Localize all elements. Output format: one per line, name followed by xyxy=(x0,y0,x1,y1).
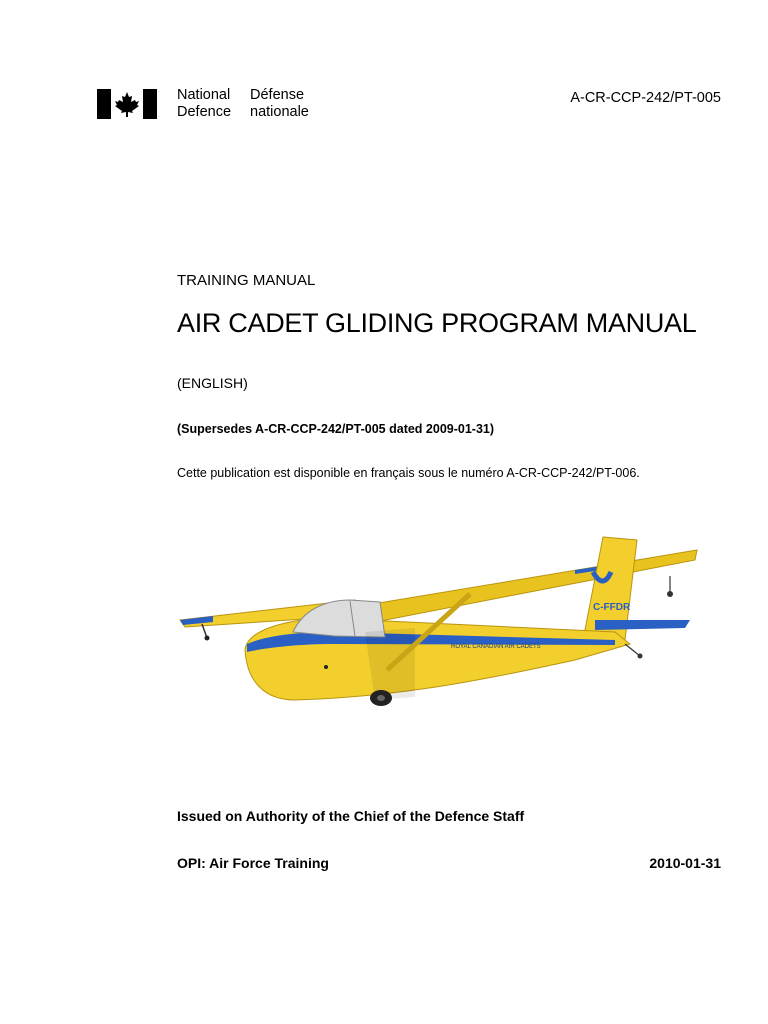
fuselage-text: ROYAL CANADIAN AIR CADETS xyxy=(451,644,541,650)
manual-category: TRAINING MANUAL xyxy=(177,272,316,289)
supersedes-notice: (Supersedes A-CR-CCP-242/PT-005 dated 2009-01-31) xyxy=(177,422,495,436)
department-fr-line2: nationale xyxy=(250,104,309,120)
department-en-line2: Defence xyxy=(177,104,232,120)
language-label: (ENGLISH) xyxy=(177,375,248,391)
french-availability-notice: Cette publication est disponible en français sous le numéro A-CR-CCP-242/PT-006. xyxy=(177,466,640,480)
issue-date: 2010-01-31 xyxy=(649,855,721,871)
department-english xyxy=(177,87,231,121)
registration-mark: C-FFDR xyxy=(593,602,631,613)
glider-icon xyxy=(175,532,705,712)
department-french xyxy=(250,87,309,121)
authority-statement: Issued on Authority of the Chief of the Defence Staff xyxy=(177,808,525,824)
document-number: A-CR-CCP-242/PT-005 xyxy=(570,90,721,106)
canada-flag-icon xyxy=(97,89,157,119)
department-en-line1: National xyxy=(177,87,231,103)
opi-line: OPI: Air Force Training xyxy=(177,855,329,871)
page-title: AIR CADET GLIDING PROGRAM MANUAL xyxy=(177,308,697,338)
department-fr-line1: Défense xyxy=(250,87,305,103)
